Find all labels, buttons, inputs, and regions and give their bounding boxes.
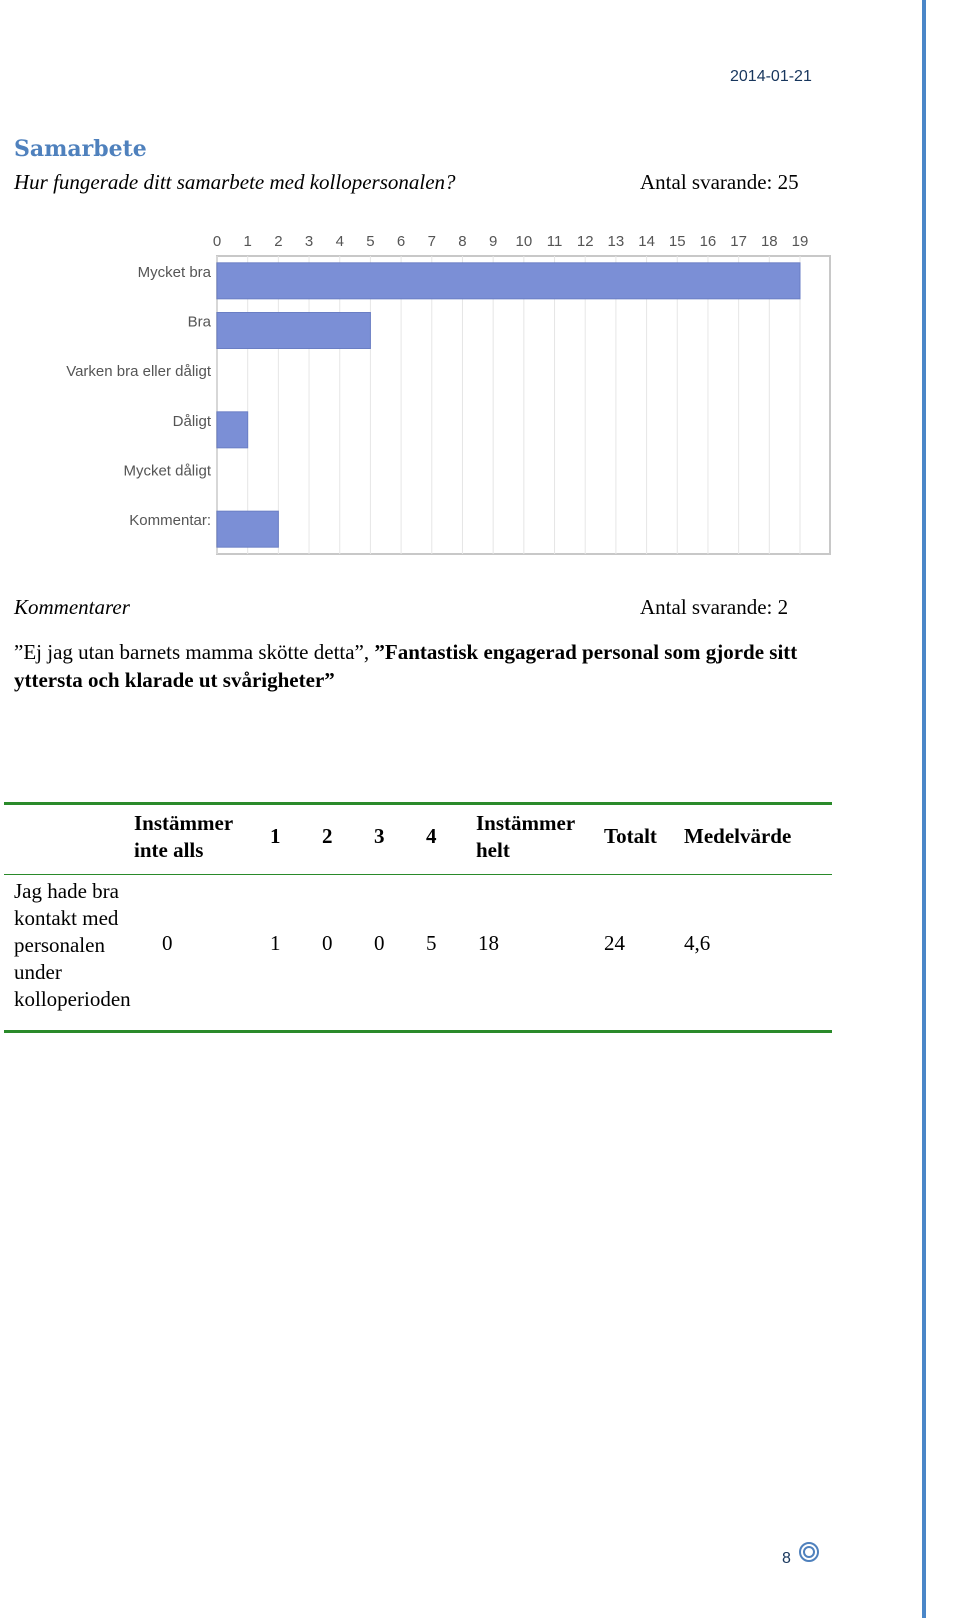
page-number: 8 (782, 1550, 791, 1567)
header-mean: Medelvärde (684, 824, 792, 848)
header-1: 1 (270, 824, 281, 848)
y-category-label: Kommentar: (129, 512, 211, 530)
x-tick-label: 8 (458, 233, 467, 250)
x-tick-label: 2 (274, 233, 283, 250)
row-label-line: kontakt med (14, 906, 119, 930)
comments-text (14, 638, 814, 694)
table-header-rule (4, 874, 832, 875)
header-disagree-line1: Instämmer (134, 811, 234, 835)
x-tick-label: 1 (243, 233, 252, 250)
row-label-line: personalen (14, 933, 105, 957)
bar-chart (20, 228, 840, 558)
cell-2: 0 (322, 931, 333, 955)
x-tick-label: 6 (396, 233, 406, 250)
survey-question: Hur fungerade ditt samarbete med kollopersonalen? (14, 170, 456, 194)
bar-dåligt (217, 412, 248, 448)
x-tick-label: 3 (304, 233, 314, 250)
header-disagree (134, 810, 233, 864)
spiral-icon (798, 1541, 820, 1563)
cell-3: 0 (374, 931, 385, 955)
x-tick-label: 15 (668, 233, 686, 250)
header-2: 2 (322, 824, 333, 848)
x-tick-label: 12 (576, 233, 594, 250)
x-tick-label: 14 (638, 233, 655, 250)
comments-respondent-count: Antal svarande: 2 (640, 595, 789, 619)
y-category-label: Dåligt (172, 412, 211, 430)
bar-kommentar- (217, 511, 278, 547)
x-tick-label: 16 (699, 233, 717, 250)
cell-total: 24 (604, 931, 625, 955)
table-bottom-rule (4, 1030, 832, 1033)
header-agree-line1: Instämmer (476, 811, 576, 835)
x-tick-label: 4 (335, 233, 344, 250)
row-label-line: Jag hade bra (14, 879, 119, 903)
cell-agree: 18 (478, 931, 499, 955)
x-tick-label: 10 (515, 233, 533, 250)
bar-bra (217, 313, 370, 349)
cell-4: 5 (426, 931, 437, 955)
x-tick-label: 5 (366, 233, 375, 250)
y-category-label: Mycket bra (137, 263, 211, 281)
x-tick-label: 13 (607, 233, 625, 250)
header-4: 4 (426, 824, 437, 848)
y-category-label: Varken bra eller dåligt (66, 363, 211, 381)
respondent-count: Antal svarande: 25 (640, 170, 799, 194)
x-tick-label: 7 (427, 233, 436, 250)
header-date: 2014-01-21 (730, 68, 812, 85)
y-category-label: Bra (187, 313, 211, 331)
section-title: Samarbete (14, 136, 147, 162)
comment-plain: ”Ej jag utan barnets mamma skötte detta”, (14, 640, 375, 664)
row-label-line: kolloperioden (14, 987, 131, 1011)
y-category-label: Mycket dåligt (123, 462, 211, 480)
x-tick-label: 18 (760, 233, 778, 250)
x-tick-label: 0 (212, 233, 222, 250)
table-top-rule (4, 802, 832, 805)
header-disagree-line2: inte alls (134, 838, 204, 862)
x-tick-label: 9 (488, 233, 498, 250)
row-label (14, 878, 131, 1013)
header-agree (476, 810, 575, 864)
cell-mean: 4,6 (684, 931, 711, 955)
bar-mycket-bra (217, 263, 800, 299)
x-tick-label: 11 (546, 233, 563, 250)
x-tick-label: 17 (730, 233, 747, 250)
header-total: Totalt (604, 824, 657, 848)
header-3: 3 (374, 824, 385, 848)
comment-bold: ”Fantastisk engagerad personal som gjorde sitt yttersta och klarade ut svårigheter” (14, 640, 798, 692)
x-tick-label: 19 (791, 233, 809, 250)
page-edge-line (922, 0, 926, 1618)
cell-disagree: 0 (162, 931, 173, 955)
header-agree-line2: helt (476, 838, 510, 862)
row-label-line: under (14, 960, 62, 984)
cell-1: 1 (270, 931, 281, 955)
comments-label: Kommentarer (14, 595, 130, 619)
